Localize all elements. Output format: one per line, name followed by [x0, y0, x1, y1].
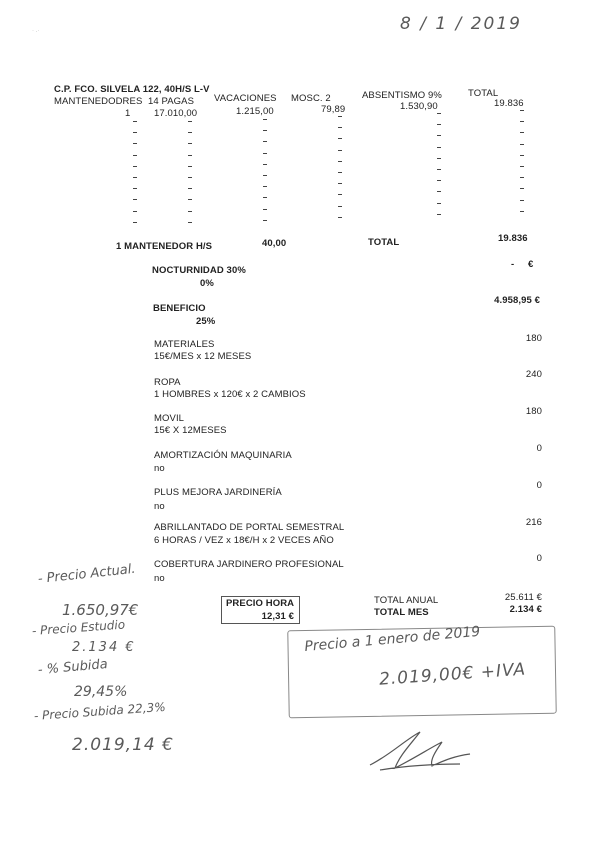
item-value: 0	[536, 553, 542, 564]
placeholder-dash	[133, 166, 137, 167]
placeholder-dash	[188, 188, 192, 189]
item-value: 240	[525, 369, 542, 380]
placeholder-dash	[338, 127, 342, 128]
placeholder-dash	[133, 188, 137, 189]
placeholder-dash	[437, 214, 441, 215]
placeholder-dash	[520, 132, 524, 133]
placeholder-dash	[133, 211, 137, 212]
precio-hora-box	[221, 596, 300, 624]
placeholder-dash	[133, 199, 137, 200]
placeholder-dash	[133, 222, 137, 223]
placeholder-dash	[437, 124, 441, 125]
placeholder-dash	[263, 153, 267, 154]
site-title: C.P. FCO. SILVELA 122, 40H/S L-V	[54, 84, 210, 95]
item-title: MOVIL	[154, 413, 185, 424]
item-value: 0	[536, 443, 542, 454]
item-title: COBERTURA JARDINERO PROFESIONAL	[154, 559, 344, 570]
beneficio-pct: 25%	[196, 316, 216, 327]
hand-box-line2: 2.019,00€ +IVA	[378, 659, 527, 690]
placeholder-dash	[188, 177, 192, 178]
placeholder-dash	[188, 211, 192, 212]
placeholder-dash	[437, 135, 441, 136]
placeholder-dash	[437, 147, 441, 148]
row1-pagas: 17.010,00	[154, 108, 198, 119]
placeholder-dash	[263, 141, 267, 142]
hand-subida-label: - % Subida	[37, 656, 109, 678]
placeholder-dash	[338, 150, 342, 151]
placeholder-dash	[263, 130, 267, 131]
scan-speck: · .·	[32, 28, 40, 34]
placeholder-dash	[520, 121, 524, 122]
item-detail: 15€ X 12MESES	[154, 425, 227, 436]
placeholder-dash	[520, 200, 524, 201]
placeholder-dash	[520, 166, 524, 167]
placeholder-dash	[188, 222, 192, 223]
beneficio-label: BENEFICIO	[153, 303, 206, 314]
placeholder-dash	[437, 169, 441, 170]
placeholder-dash	[520, 110, 524, 111]
placeholder-dash	[133, 121, 137, 122]
placeholder-dash	[520, 155, 524, 156]
summary-total-label: TOTAL	[368, 237, 400, 248]
item-value: 216	[525, 517, 542, 528]
placeholder-dash	[520, 211, 524, 212]
total-mes-label: TOTAL MES	[374, 607, 429, 618]
placeholder-dash	[188, 166, 192, 167]
item-detail: 1 HOMBRES x 120€ x 2 CAMBIOS	[154, 389, 306, 400]
row1-absentismo: 1.530,90	[400, 101, 438, 112]
placeholder-dash	[338, 206, 342, 207]
placeholder-dash	[437, 158, 441, 159]
precio-hora-value: 12,31 €	[261, 611, 294, 622]
item-detail: no	[154, 573, 165, 584]
nocturnidad-dash: -	[511, 259, 515, 270]
item-value: 0	[536, 480, 542, 491]
hand-precio-actual-value: 1.650,97€	[62, 601, 139, 619]
hand-precio-estudio-value: 2.134 €	[72, 640, 136, 655]
nocturnidad-label: NOCTURNIDAD 30%	[152, 265, 246, 276]
hand-price-box	[287, 623, 556, 719]
signature-scribble	[360, 720, 480, 780]
nocturnidad-pct: 0%	[200, 278, 214, 289]
hand-box-line1: Precio a 1 enero de 2019	[303, 623, 481, 656]
hand-precio-estudio-label: - Precio Estudio	[31, 617, 126, 638]
placeholder-dash	[263, 220, 267, 221]
hand-precio-subida-value: 2.019,14 €	[72, 735, 174, 755]
placeholder-dash	[520, 177, 524, 178]
item-value: 180	[525, 406, 542, 417]
item-title: AMORTIZACIÓN MAQUINARIA	[154, 450, 292, 461]
hand-precio-actual-label: - Precio Actual.	[37, 561, 137, 587]
placeholder-dash	[188, 155, 192, 156]
placeholder-dash	[188, 132, 192, 133]
placeholder-dash	[437, 203, 441, 204]
placeholder-dash	[263, 119, 267, 120]
placeholder-dash	[338, 116, 342, 117]
total-anual-value: 25.611 €	[504, 592, 542, 603]
placeholder-dash	[338, 183, 342, 184]
summary-label: 1 MANTENEDOR H/S	[116, 241, 213, 252]
placeholder-dash	[338, 138, 342, 139]
row1-num: 1	[125, 108, 131, 119]
total-mes-value: 2.134 €	[509, 604, 542, 615]
col-mosc: MOSC. 2	[291, 93, 331, 104]
placeholder-dash	[188, 199, 192, 200]
col-pagas: 14 PAGAS	[148, 96, 195, 107]
item-detail: no	[154, 463, 165, 474]
item-title: ABRILLANTADO DE PORTAL SEMESTRAL	[154, 522, 345, 533]
item-detail: 6 HORAS / VEZ x 18€/H x 2 VECES AÑO	[154, 535, 334, 546]
placeholder-dash	[263, 197, 267, 198]
placeholder-dash	[188, 121, 192, 122]
placeholder-dash	[437, 191, 441, 192]
item-value: 180	[525, 333, 542, 344]
placeholder-dash	[133, 177, 137, 178]
item-title: MATERIALES	[154, 339, 215, 350]
col-mantenedores: MANTENEDODRES	[54, 96, 143, 107]
placeholder-dash	[263, 164, 267, 165]
item-title: ROPA	[154, 377, 181, 388]
placeholder-dash	[263, 209, 267, 210]
placeholder-dash	[188, 143, 192, 144]
placeholder-dash	[263, 175, 267, 176]
placeholder-dash	[338, 217, 342, 218]
placeholder-dash	[133, 132, 137, 133]
summary-hours: 40,00	[262, 238, 287, 249]
row1-vacaciones: 1.215,00	[236, 106, 274, 117]
total-anual-label: TOTAL ANUAL	[374, 595, 439, 606]
placeholder-dash	[520, 144, 524, 145]
placeholder-dash	[133, 155, 137, 156]
col-vacaciones: VACACIONES	[214, 93, 277, 104]
placeholder-dash	[437, 113, 441, 114]
row1-mosc: 79,89	[321, 104, 346, 115]
summary-total-value: 19.836	[498, 233, 528, 244]
placeholder-dash	[338, 161, 342, 162]
col-absentismo: ABSENTISMO 9%	[362, 90, 442, 101]
col-total: TOTAL	[468, 88, 499, 99]
placeholder-dash	[437, 180, 441, 181]
placeholder-dash	[338, 172, 342, 173]
hand-precio-subida-label: - Precio Subida 22,3%	[33, 699, 167, 723]
item-title: PLUS MEJORA JARDINERÍA	[154, 487, 282, 498]
row1-total: 19.836	[494, 98, 524, 109]
placeholder-dash	[520, 188, 524, 189]
precio-hora-label: PRECIO HORA	[226, 598, 295, 609]
hand-subida-value: 29,45%	[74, 684, 128, 700]
placeholder-dash	[338, 194, 342, 195]
placeholder-dash	[263, 186, 267, 187]
item-detail: 15€/MES x 12 MESES	[154, 351, 252, 362]
handwritten-date: 8 / 1 / 2019	[400, 14, 522, 34]
nocturnidad-euro: €	[528, 259, 534, 270]
placeholder-dash	[133, 143, 137, 144]
item-detail: no	[154, 501, 165, 512]
beneficio-value: 4.958,95 €	[494, 295, 540, 306]
